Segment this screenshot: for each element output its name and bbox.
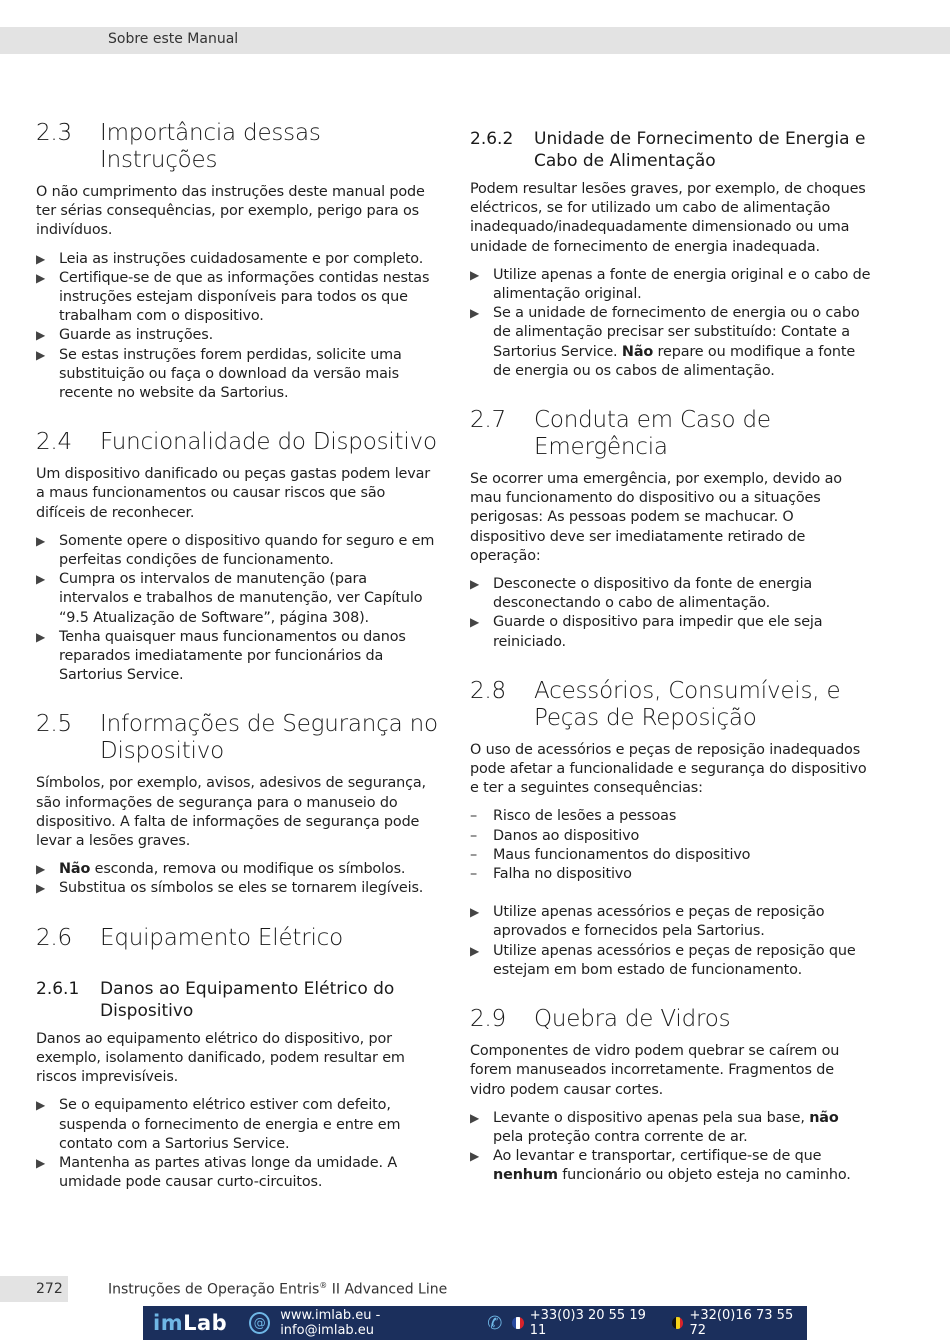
triangle-bullet-icon: ▶ (36, 881, 46, 896)
section-heading (36, 925, 438, 952)
left-column (36, 120, 438, 1210)
list-item: ▶ Utilize apenas acessórios e peças de reposição aprovados e fornecidos pela Sartorius. (470, 904, 825, 940)
france-flag-icon (512, 1317, 523, 1329)
section-number: 2.8 (470, 677, 506, 704)
section-title: Funcionalidade do Dispositivo (100, 429, 437, 456)
dash-item: – Falha no dispositivo (470, 866, 632, 883)
consequence-list (470, 807, 872, 884)
dash-item: – Danos ao dispositivo (470, 827, 640, 844)
section-number: 2.5 (36, 711, 72, 738)
triangle-bullet-icon: ▶ (470, 905, 480, 920)
triangle-bullet-icon: ▶ (36, 862, 46, 877)
section-heading (36, 429, 438, 456)
triangle-bullet-icon: ▶ (470, 1110, 480, 1125)
list-item: ▶ Se estas instruções forem perdidas, solicite uma substituição ou faça o download da versão mais recente no website da Sartorius. (36, 346, 402, 402)
dash-item: – Maus funcionamentos do dispositivo (470, 846, 751, 863)
list-item: ▶ Certifique-se de que as informações contidas nestas instruções estejam disponíveis para todos os que trabalham com o dispositivo. (36, 269, 430, 325)
at-icon: @ (249, 1312, 270, 1334)
phone-france[interactable]: +33(0)3 20 55 19 11 (529, 1308, 646, 1338)
section-intro: O uso de acessórios e peças de reposição inadequados pode afetar a funcionalidade e segurança do dispositivo e ter a seguintes consequências: (470, 741, 867, 797)
phone-icon: ✆ (487, 1312, 503, 1334)
right-column (470, 128, 872, 1212)
subsection-number: 2.6.2 (470, 129, 514, 149)
triangle-bullet-icon: ▶ (470, 267, 480, 282)
list-item: ▶ Utilize apenas a fonte de energia original e o cabo de alimentação original. (470, 266, 871, 303)
instruction-list (36, 532, 438, 686)
triangle-bullet-icon: ▶ (36, 1098, 46, 1113)
section-heading (36, 120, 438, 174)
section-title: Conduta em Caso de Emergência (534, 407, 771, 461)
contact-link[interactable]: www.imlab.eu - info@imlab.eu (280, 1308, 381, 1338)
triangle-bullet-icon: ▶ (36, 572, 46, 587)
belgium-flag-icon (672, 1317, 683, 1329)
triangle-bullet-icon: ▶ (470, 306, 480, 321)
list-item: ▶ Cumpra os intervalos de manutenção (para intervalos e trabalhos de manutenção, ver Capítulo “9.5 Atualização de Software”, página 308). (36, 571, 423, 626)
section-2-9 (470, 1006, 872, 1185)
triangle-bullet-icon: ▶ (470, 1149, 480, 1164)
instruction-list (36, 250, 438, 404)
running-header (0, 27, 950, 54)
subsection-intro: Podem resultar lesões graves, por exemplo, de choques eléctricos, se for utilizado um cabo de alimentação inadequado/inadequadamente dimensionado ou uma unidade de fornecimento de energia inadequada. (470, 181, 866, 255)
instruction-list (470, 575, 872, 652)
section-intro: O não cumprimento das instruções deste manual pode ter sérias consequências, por exemplo, perigo para os indivíduos. (36, 184, 425, 239)
list-item: ▶ Leia as instruções cuidadosamente e por completo. (36, 250, 438, 269)
section-heading (36, 711, 438, 765)
triangle-bullet-icon: ▶ (36, 347, 46, 362)
subsection-heading (470, 128, 872, 172)
section-2-4 (36, 429, 438, 685)
triangle-bullet-icon: ▶ (470, 577, 480, 592)
section-number: 2.7 (470, 407, 506, 434)
list-item: ▶ Guarde o dispositivo para impedir que ele seja reiniciado. (470, 614, 823, 650)
section-2-8 (470, 678, 872, 980)
section-title: Importância dessas Instruções (100, 120, 321, 173)
section-title: Equipamento Elétrico (100, 924, 343, 951)
phone-belgium[interactable]: +32(0)16 73 55 72 (689, 1308, 794, 1338)
subsection-title: Danos ao Equipamento Elétrico do Dispositivo (100, 978, 395, 1021)
section-number: 2.9 (470, 1006, 506, 1033)
list-item: ▶ Mantenha as partes ativas longe da umidade. A umidade pode causar curto-circuitos. (36, 1154, 398, 1191)
instruction-list (36, 860, 438, 898)
list-item: ▶ Ao levantar e transportar, certifique-se de que nenhum funcionário ou objeto esteja no caminho. (470, 1148, 851, 1184)
instruction-list (470, 1109, 872, 1186)
section-intro: Símbolos, por exemplo, avisos, adesivos de segurança, são informações de segurança para o manuseio do dispositivo. A falta de informações de segurança pode levar a lesões graves. (36, 775, 426, 850)
list-item: ▶ Se a unidade de fornecimento de energia ou o cabo de alimentação precisar ser substituído: Contate a Sartorius Service. Não repare ou modifique a fonte de energia ou os cabos de alimentação. (470, 305, 860, 379)
section-intro: Um dispositivo danificado ou peças gastas podem levar a maus funcionamentos ou causar riscos que são difíceis de reconhecer. (36, 466, 431, 521)
section-heading (470, 1006, 872, 1033)
list-item: ▶ Desconecte o dispositivo da fonte de energia desconectando o cabo de alimentação. (470, 576, 813, 612)
header-title: Sobre este Manual (108, 31, 239, 47)
page-number-box (0, 1276, 68, 1302)
triangle-bullet-icon: ▶ (36, 270, 46, 285)
section-number: 2.6 (36, 924, 72, 951)
triangle-bullet-icon: ▶ (36, 251, 46, 266)
section-2-6 (36, 925, 438, 952)
section-2-5 (36, 711, 438, 898)
instruction-list (470, 903, 872, 980)
section-2-7 (470, 407, 872, 652)
triangle-bullet-icon: ▶ (36, 328, 46, 343)
subsection-heading (36, 978, 438, 1022)
list-item: ▶ Substitua os símbolos se eles se tornarem ilegíveis. (36, 879, 438, 898)
section-number: 2.4 (36, 429, 72, 456)
list-item: ▶ Utilize apenas acessórios e peças de reposição que estejam em bom estado de funcionamento. (470, 942, 856, 978)
section-title: Acessórios, Consumíveis, e Peças de Reposição (534, 677, 841, 731)
section-title: Quebra de Vidros (534, 1006, 731, 1033)
subsection-number: 2.6.1 (36, 978, 80, 999)
section-heading (470, 678, 872, 732)
section-intro: Componentes de vidro podem quebrar se caírem ou forem manuseados incorretamente. Fragmentos de vidro podem causar cortes. (470, 1043, 840, 1098)
list-item: ▶ Guarde as instruções. (36, 326, 438, 345)
triangle-bullet-icon: ▶ (36, 629, 46, 644)
section-number: 2.3 (36, 120, 72, 146)
section-intro: Se ocorrer uma emergência, por exemplo, devido ao mau funcionamento do dispositivo ou a situações perigosas: As pessoas podem se machucar. O dispositivo deve ser imediatamente retirado de operação: (470, 471, 842, 564)
list-item: ▶ Não esconda, remova ou modifique os símbolos. (36, 860, 438, 879)
page-number: 272 (36, 1281, 63, 1297)
dash-item: – Risco de lesões a pessoas (470, 808, 677, 825)
section-2-6-2 (470, 128, 872, 381)
subsection-intro: Danos ao equipamento elétrico do dispositivo, por exemplo, isolamento danificado, podem resultar em riscos imprevisíveis. (36, 1030, 405, 1086)
footer-title: Instruções de Operação Entris® II Advanced Line (108, 1281, 448, 1298)
instruction-list (470, 266, 872, 381)
section-title: Informações de Segurança no Dispositivo (100, 711, 438, 765)
triangle-bullet-icon: ▶ (36, 533, 46, 548)
subsection-title: Unidade de Fornecimento de Energia e Cabo de Alimentação (534, 129, 866, 171)
list-item: ▶ Tenha quaisquer maus funcionamentos ou danos reparados imediatamente por funcionários da Sartorius Service. (36, 628, 406, 684)
triangle-bullet-icon: ▶ (36, 1155, 46, 1170)
section-heading (470, 407, 872, 461)
imlab-banner (143, 1306, 807, 1340)
imlab-logo: imLab (153, 1311, 228, 1335)
triangle-bullet-icon: ▶ (470, 615, 480, 630)
triangle-bullet-icon: ▶ (470, 943, 480, 958)
list-item: ▶ Levante o dispositivo apenas pela sua base, não pela proteção contra corrente de ar. (470, 1109, 839, 1145)
list-item: ▶ Somente opere o dispositivo quando for seguro e em perfeitas condições de funcionamento. (36, 532, 435, 569)
section-2-3 (36, 120, 438, 403)
instruction-list (36, 1096, 438, 1192)
section-2-6-1 (36, 978, 438, 1193)
list-item: ▶ Se o equipamento elétrico estiver com defeito, suspenda o fornecimento de energia e entre em contato com a Sartorius Service. (36, 1097, 401, 1152)
